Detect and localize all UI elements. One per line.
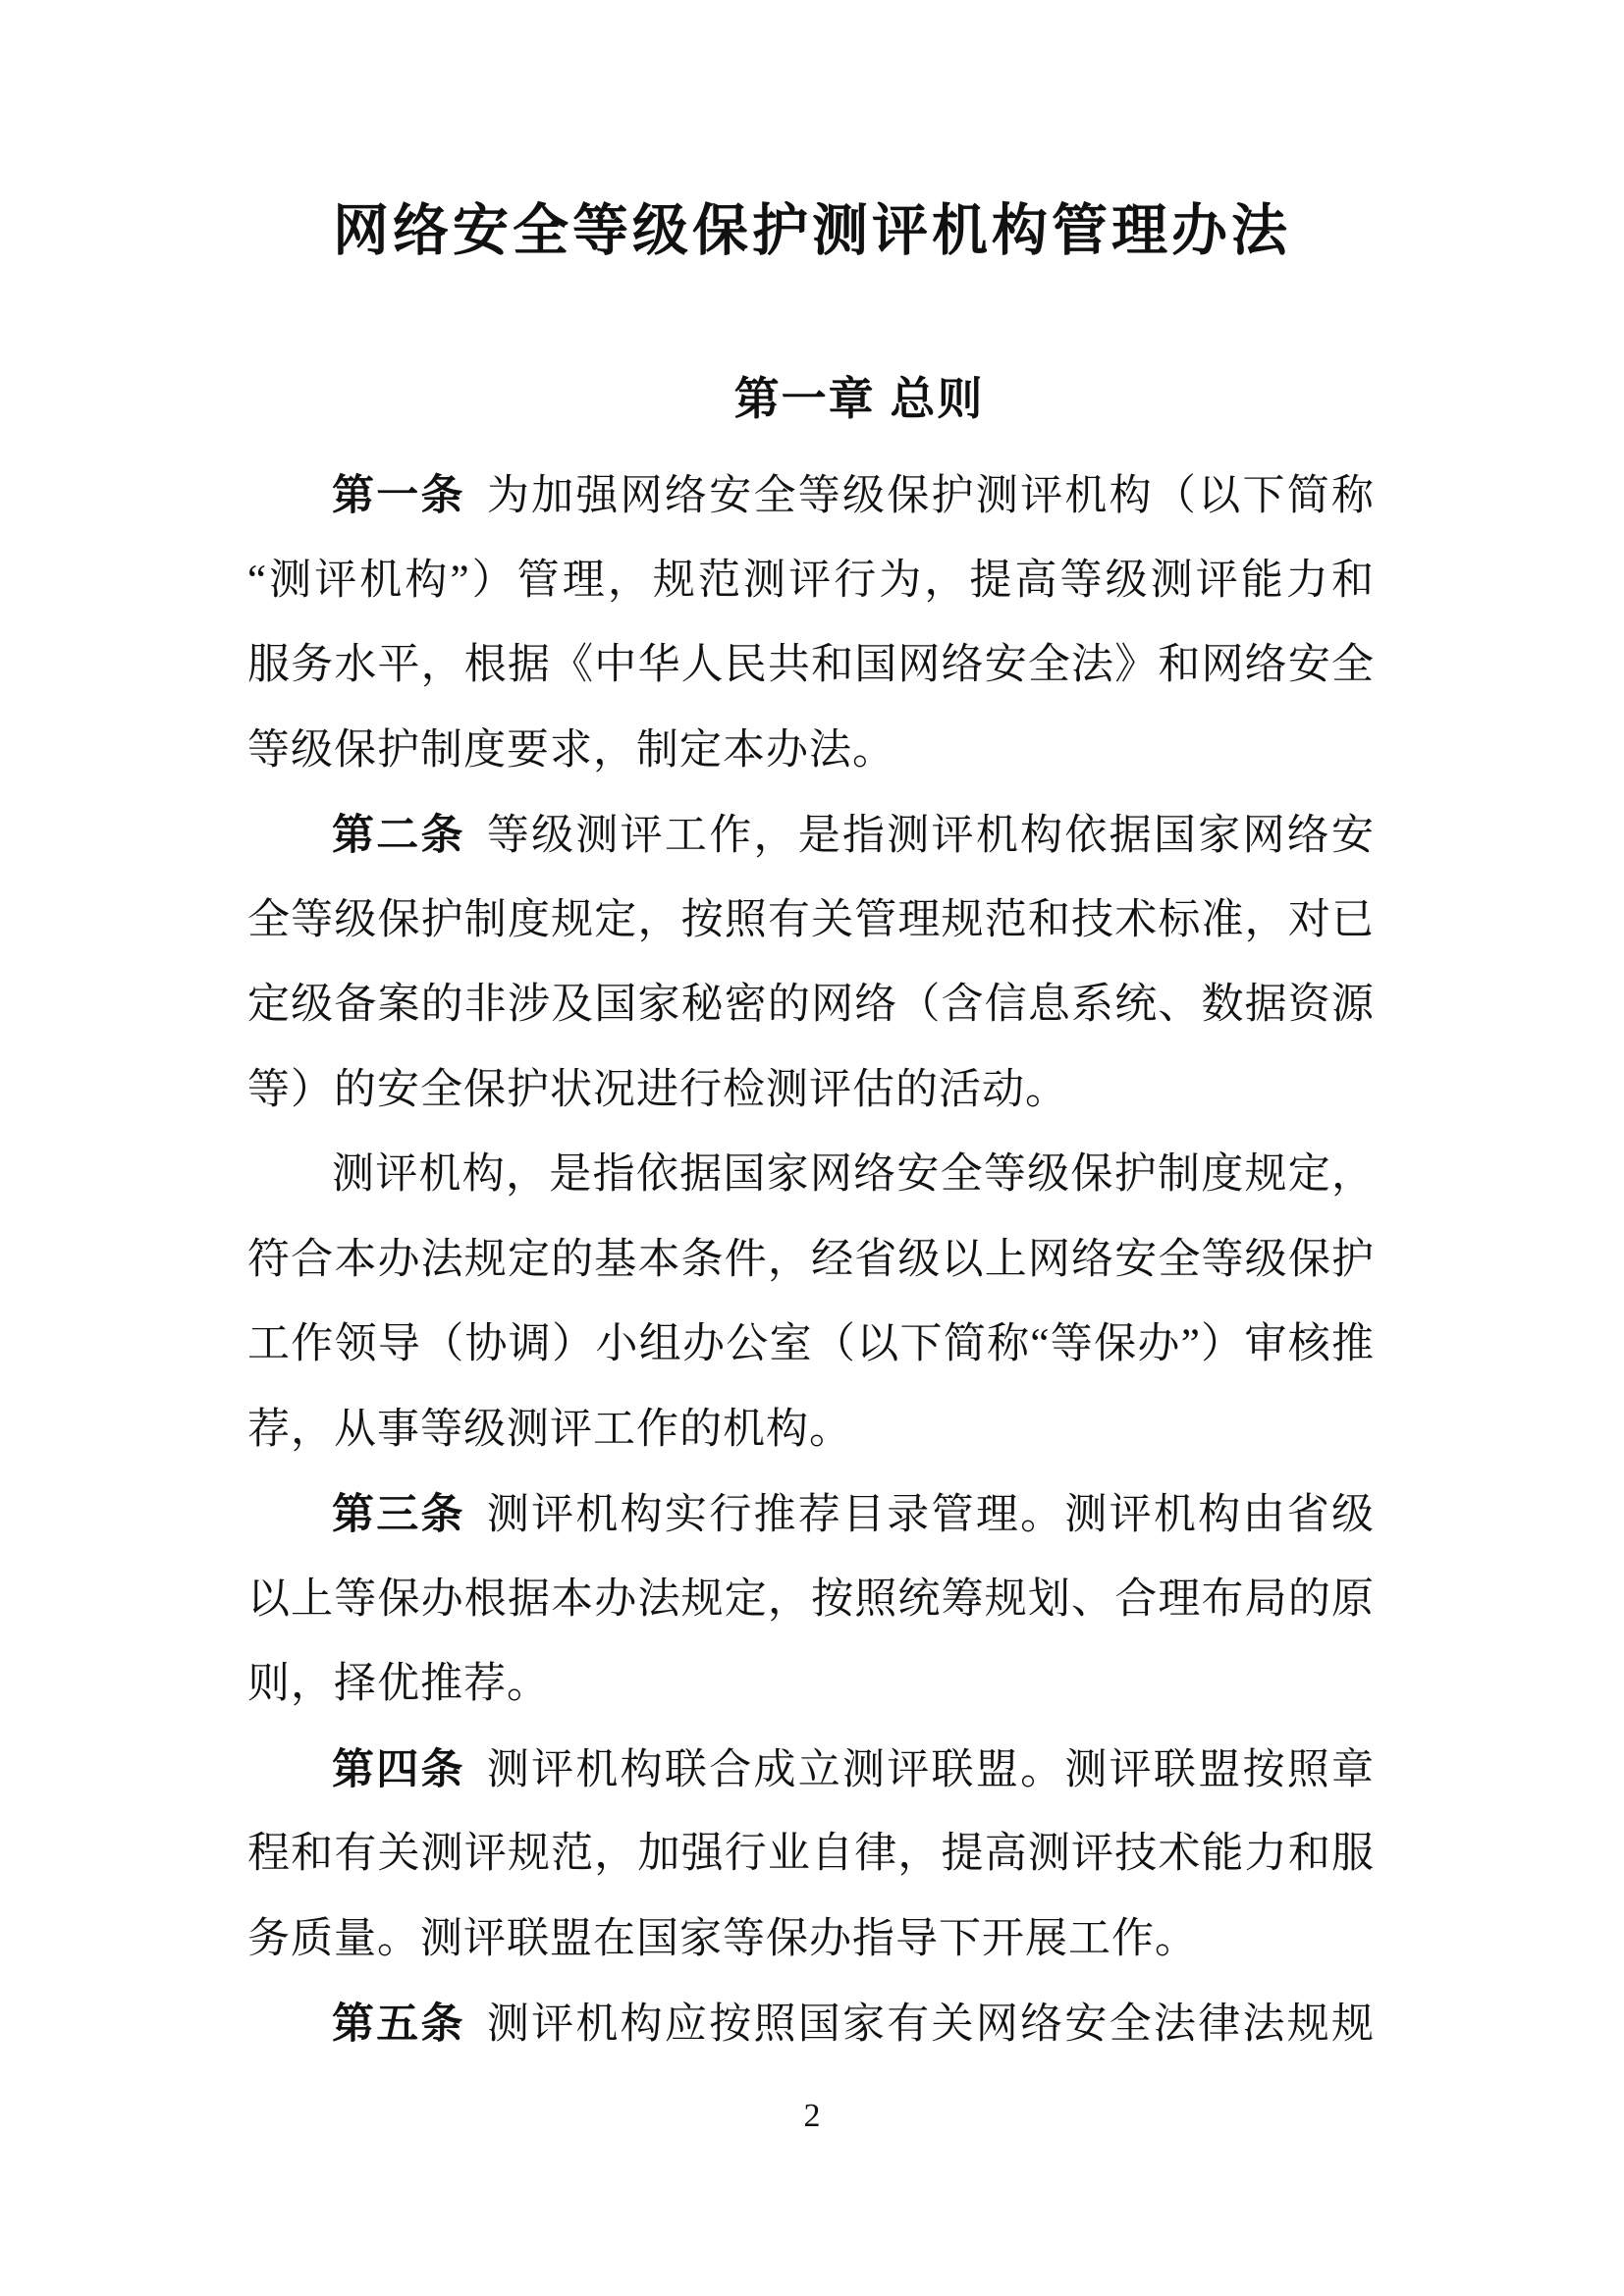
line-text: 等级测评工作，是指测评机构依据国家网络安: [486, 813, 1376, 859]
text-line: [247, 879, 1375, 964]
text-line: [247, 1728, 1375, 1813]
text-line: [247, 454, 1375, 539]
line-text: 测评机构实行推荐目录管理。测评机构由省级: [486, 1492, 1376, 1538]
text-line: [247, 1133, 1375, 1218]
line-text: 全等级保护制度规定，按照有关管理规范和技术标准，对已: [247, 896, 1375, 943]
chapter-heading: 第一章 总则: [733, 373, 985, 424]
text-line: [247, 1048, 1375, 1134]
text-line: [247, 1218, 1375, 1304]
page-number: 2: [803, 2098, 821, 2134]
text-line: [247, 1642, 1375, 1728]
document-title: 网络安全等级保护测评机构管理办法: [333, 199, 1291, 262]
line-text: 为加强网络安全等级保护测评机构（以下简称: [486, 473, 1376, 519]
article-number: 第五条: [332, 2001, 465, 2048]
line-text: 符合本办法规定的基本条件，经省级以上网络安全等级保护: [247, 1236, 1375, 1283]
line-text: 荐，从事等级测评工作的机构。: [247, 1406, 852, 1453]
line-text: 工作领导（协调）小组办公室（以下简称“等保办”）审核推: [247, 1321, 1375, 1367]
text-line: [247, 539, 1375, 624]
line-text: “测评机构”）管理，规范测评行为，提高等级测评能力和: [247, 557, 1375, 604]
line-text: 服务水平，根据《中华人民共和国网络安全法》和网络安全: [247, 642, 1375, 688]
line-text: 等级保护制度要求，制定本办法。: [247, 726, 895, 774]
article-number: 第四条: [332, 1745, 465, 1793]
text-line: [247, 623, 1375, 709]
line-text: 定级备案的非涉及国家秘密的网络（含信息系统、数据资源: [247, 982, 1375, 1028]
text-line: [247, 1388, 1375, 1473]
line-text: 务质量。测评联盟在国家等保办指导下开展工作。: [247, 1915, 1198, 1962]
line-text: 测评机构应按照国家有关网络安全法律法规规: [486, 2002, 1376, 2048]
line-text: 等）的安全保护状况进行检测评估的活动。: [247, 1066, 1068, 1113]
article-number: 第一条: [332, 472, 465, 519]
line-text: 程和有关测评规范，加强行业自律，提高测评技术能力和服: [247, 1831, 1375, 1877]
line-text: 则，择优推荐。: [247, 1661, 550, 1707]
line-text: 测评机构联合成立测评联盟。测评联盟按照章: [486, 1746, 1376, 1793]
text-line: [247, 1982, 1375, 2067]
article-number: 第二条: [332, 812, 465, 859]
text-line: [247, 1812, 1375, 1897]
text-line: [247, 709, 1375, 794]
article-number: 第三条: [332, 1491, 465, 1538]
line-text: 以上等保办根据本办法规定，按照统筹规划、合理布局的原: [247, 1575, 1375, 1623]
text-line: [247, 1897, 1375, 1983]
text-line: [247, 793, 1375, 879]
line-text: 测评机构，是指依据国家网络安全等级保护制度规定，: [332, 1151, 1375, 1198]
text-line: [247, 1472, 1375, 1558]
document-body: [247, 454, 1375, 2067]
text-line: [247, 1558, 1375, 1643]
text-line: [247, 1303, 1375, 1388]
text-line: [247, 963, 1375, 1048]
